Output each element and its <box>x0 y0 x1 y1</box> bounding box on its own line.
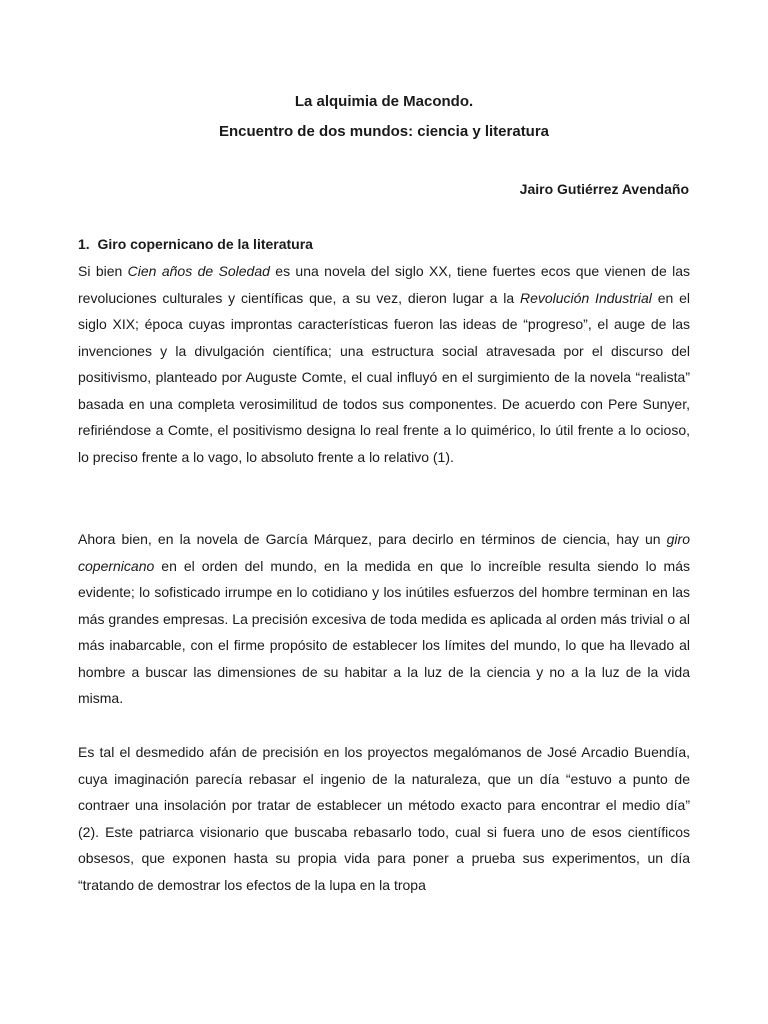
document-title-line-1: La alquimia de Macondo. <box>294 93 474 110</box>
document-title-line-2: Encuentro de dos mundos: ciencia y literatura <box>218 123 550 140</box>
paragraph-1-text-c: en el siglo XIX; época cuyas improntas características fueron las ideas de “progreso”, el auge de las invenciones y la divulgación científica; una estructura social atravesada por el discurso del positivismo, planteado por Auguste Comte, el cual influyó en el surgimiento de la novela “realista” basada en una completa verosimilitud de todos sus componentes. De acuerdo con Pere Sunyer, refiriéndose a Comte, el positivismo designa lo real frente a lo quimérico, lo útil frente a lo ocioso, lo preciso frente a lo vago, lo absoluto frente a lo relativo (1). <box>78 289 691 465</box>
section-heading <box>78 234 313 254</box>
section-number: 1. <box>78 236 90 252</box>
paragraph-2 <box>78 526 690 712</box>
paragraph-1-text-b: es una novela del siglo XX, tiene fuertes ecos que vienen de las revoluciones culturales y científicas que, a su vez, dieron lugar a la <box>78 263 690 306</box>
author-name: Jairo Gutiérrez Avendaño <box>519 181 689 197</box>
section-title: Giro copernicano de la literatura <box>97 236 313 252</box>
term-giro-copernicano: giro copernicano <box>78 531 690 574</box>
paragraph-1 <box>78 258 690 470</box>
paragraph-2-text-b: en el orden del mundo, en la medida en que lo increíble resulta siendo lo más evidente; lo sofisticado irrumpe en lo cotidiano y los inútiles esfuerzos del hombre terminan en las más grandes empresas. La precisión excesiva de toda medida es aplicada al orden más trivial o al más inabarcable, con el firme propósito de establecer los límites del mundo, lo que ha llevado al hombre a buscar las dimensiones de su habitar a la luz de la ciencia y no a la luz de la vida misma. <box>78 557 690 706</box>
paragraph-2-text-a: Ahora bien, en la novela de García Márquez, para decirlo en términos de ciencia, hay un <box>78 531 667 547</box>
paragraph-1-text-a: Si bien <box>78 263 128 279</box>
book-title-cien-anos: Cien años de Soledad <box>127 263 270 279</box>
paragraph-3: Es tal el desmedido afán de precisión en los proyectos megalómanos de José Arcadio Buendía, cuya imaginación parecía rebasar el ingenio de la naturaleza, que un día “estuvo a punto de contraer una insolación por tratar de establecer un método exacto para encontrar el medio día” (2). Este patriarca visionario que buscaba rebasarlo todo, cual si fuera uno de esos científicos obsesos, que exponen hasta su propia vida para poner a prueba sus experimentos, un día “tratando de demostrar los efectos de la lupa en la tropa <box>78 744 690 893</box>
term-revolucion-industrial: Revolución Industrial <box>519 289 652 306</box>
